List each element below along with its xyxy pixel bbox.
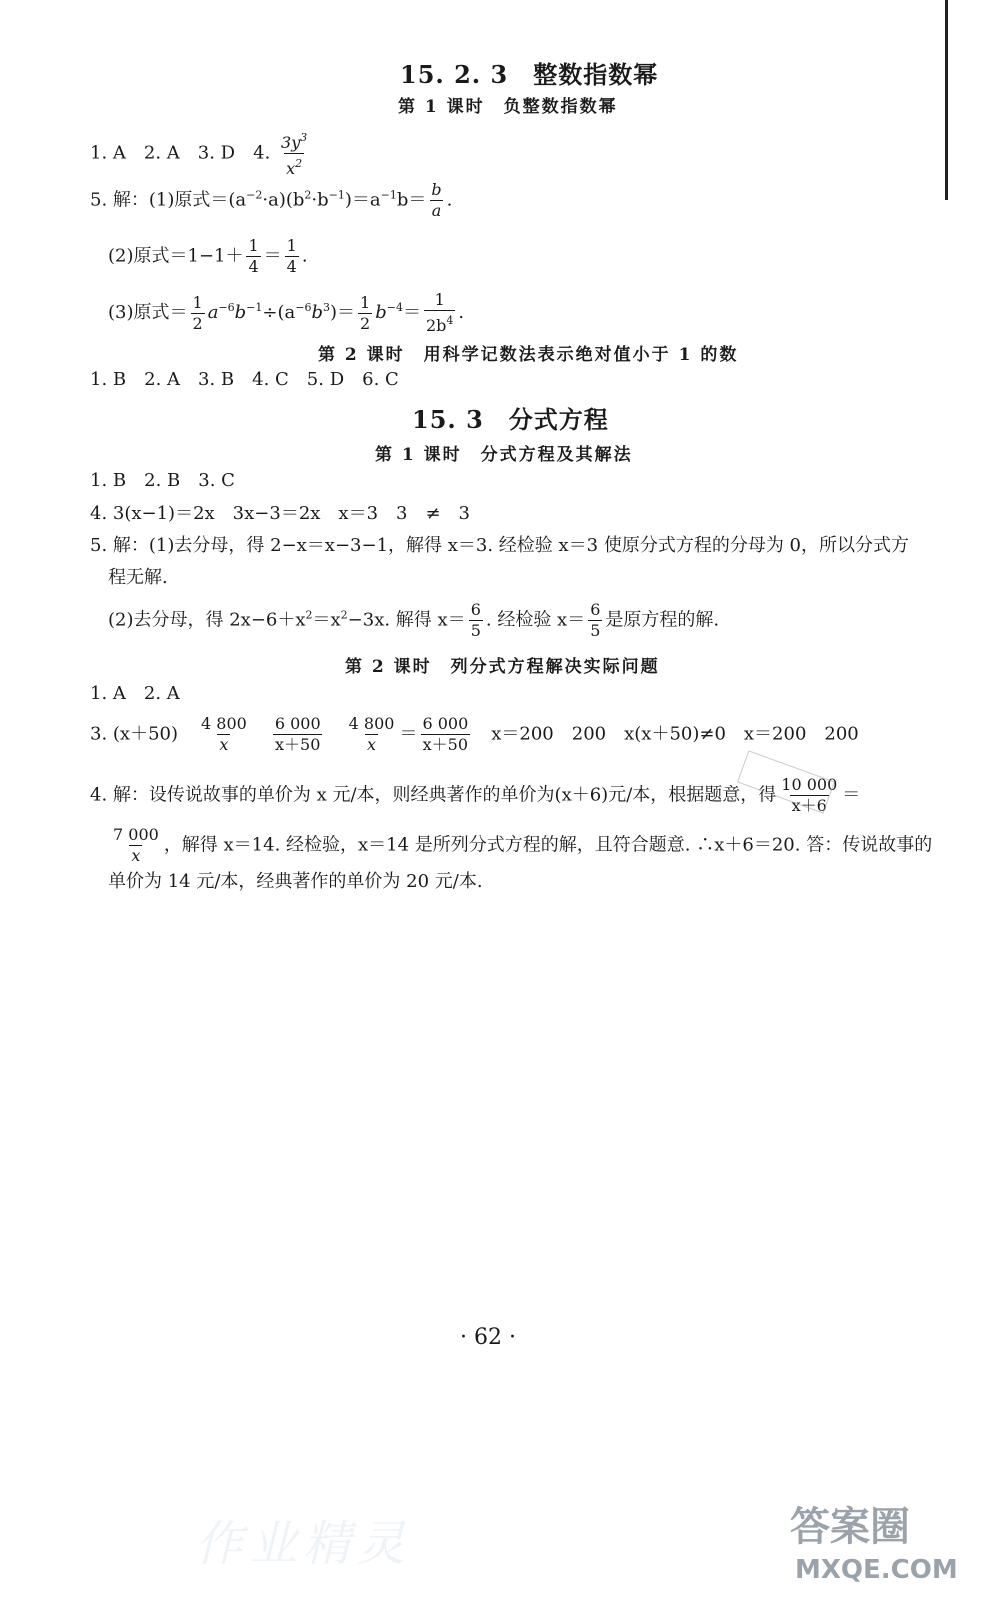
q4-line2: $\frac{7 000}{x}$ ，解得 x＝14. 经检验，x＝14 是所列分式方程的解，且符合题意. ∴x＋6＝20. 答：传说故事的 [113, 825, 933, 865]
lesson-title-negative-exponent: 第 1 课时 负整数指数幂 [398, 97, 618, 117]
q5-part3: (3)原式＝ $\frac{1}{2}$ $a^{-6}b^{-1}\div(a^{-6}b^3)=$ $\frac{1}{2}$ $b^{-4}=$ $\frac{1}{2b^4}$ . [108, 290, 465, 335]
q4-line3: 单价为 14 元/本，经典著作的单价为 20 元/本. [108, 871, 483, 892]
q4-line1: 4. 解：设传说故事的单价为 x 元/本，则经典著作的单价为(x＋6)元/本，根据题意，得 $\frac{10 000}{x+6}$ ＝ [90, 775, 861, 815]
answers-15-3-lesson2: 1. A 2. A [90, 683, 180, 704]
q5-part2: (2)原式＝1−1＋ $\frac{1}{4}$ ＝ $\frac{1}{4}$ . [108, 236, 308, 276]
page-number: · 62 · [460, 1325, 516, 1350]
page-edge-line [945, 0, 948, 200]
lesson-title-scientific-notation: 第 2 课时 用科学记数法表示绝对值小于 1 的数 [318, 345, 739, 365]
watermark-right-bottom: MXQE.COM [795, 1555, 958, 1585]
lesson-title-fractional-equation: 第 1 课时 分式方程及其解法 [375, 445, 633, 465]
fraction-b-over-a: $\frac{b}{a}$ [431, 180, 442, 220]
answers-1-4: 1. A 2. A 3. D 4. $\frac{3y^3}{x^2}$ [90, 128, 312, 179]
q3-15-3: 3. (x＋50) $\frac{4 800}{x}$ $\frac{6 000}{x+50}$ $\frac{4 800}{x}$ ＝ $\frac{6 000}{x+50}$ x＝200 200 x(x＋50)≠0 x＝200 200 [90, 714, 859, 754]
section-title-15-2-3: 15. 2. 3 整数指数幂 [400, 60, 659, 89]
q4-15-3: 4. 3(x−1)＝2x 3x−3＝2x x＝3 3 ≠ 3 [90, 503, 471, 524]
watermark-left: 作业精灵 [195, 1516, 412, 1572]
q5-2: (2)去分母，得 $2x-6+x^2=x^2-3x$. 解得 x＝ $\frac{6}{5}$ . 经检验 x＝ $\frac{6}{5}$ 是原方程的解. [108, 600, 720, 640]
q5-1-line2: 程无解. [108, 567, 168, 588]
q5-1-line1: 5. 解：(1)去分母，得 2−x＝x−3−1，解得 x＝3. 经检验 x＝3 使原分式方程的分母为 0，所以分式方 [90, 535, 910, 556]
answers-15-3-lesson1: 1. B 2. B 3. C [90, 470, 235, 491]
fraction-q4: $\frac{3y^3}{x^2}$ [281, 131, 308, 178]
watermark-right-top: 答案圈 [790, 1504, 910, 1550]
answers-lesson2: 1. B 2. A 3. B 4. C 5. D 6. C [90, 369, 399, 390]
lesson-title-practical-problems: 第 2 课时 列分式方程解决实际问题 [345, 657, 660, 677]
q5-part1: 5. 解：(1)原式$=(a^{-2}\cdot a)(b^2\cdot b^{-1})=a^{-1}b=$ $\frac{b}{a}$ . [90, 180, 453, 220]
section-title-15-3: 15. 3 分式方程 [412, 405, 609, 434]
